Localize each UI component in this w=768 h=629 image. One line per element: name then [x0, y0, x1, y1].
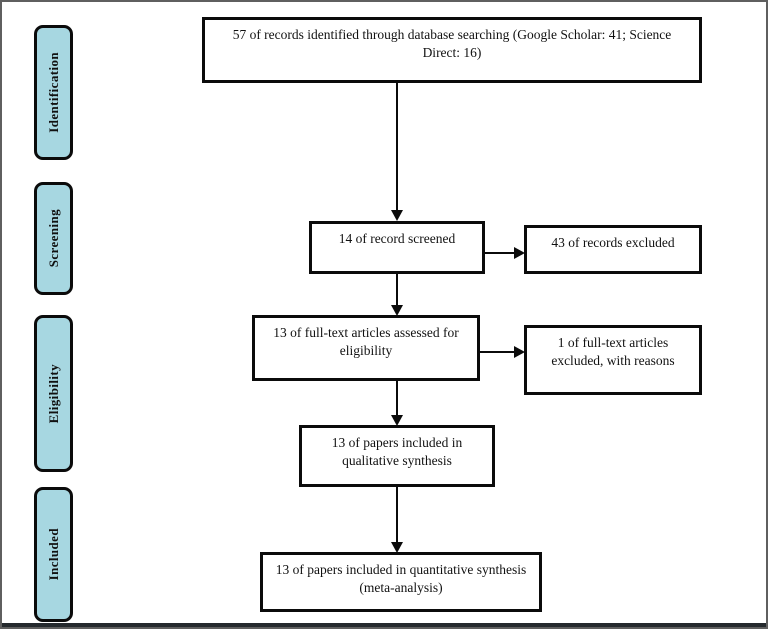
- box-qualitative-synthesis: [299, 425, 495, 487]
- arrow-screened-to-assessed: [396, 274, 398, 308]
- box-fulltext-excluded: [524, 325, 702, 395]
- box-text: 13 of full-text articles assessed for eligibility: [273, 325, 459, 359]
- stage-label-text: Included: [45, 528, 61, 581]
- arrow-screened-to-excluded: [485, 252, 517, 254]
- box-text: 13 of papers included in qualitative synthesis: [331, 435, 463, 469]
- stage-label-identification: [34, 25, 73, 160]
- box-text: 1 of full-text articles excluded, with reasons: [551, 335, 675, 369]
- arrow-assessed-to-qualitative: [396, 381, 398, 418]
- box-text: 57 of records identified through database searching (Google Scholar: 41; Science Direct: 16): [232, 27, 672, 61]
- stage-label-included: [34, 487, 73, 622]
- box-fulltext-assessed: [252, 315, 480, 381]
- arrowhead-down-icon: [391, 415, 403, 426]
- box-text: 14 of record screened: [338, 231, 456, 246]
- stage-label-eligibility: [34, 315, 73, 472]
- arrowhead-right-icon: [514, 247, 525, 259]
- box-text: 13 of papers included in quantitative synthesis (meta-analysis): [275, 562, 527, 596]
- stage-label-screening: [34, 182, 73, 295]
- box-text: 43 of records excluded: [551, 235, 675, 250]
- bottom-bar: [2, 623, 766, 627]
- stage-label-text: Eligibility: [45, 363, 61, 424]
- box-quantitative-synthesis: [260, 552, 542, 612]
- stage-label-text: Identification: [45, 52, 61, 133]
- arrowhead-right-icon: [514, 346, 525, 358]
- arrowhead-down-icon: [391, 210, 403, 221]
- box-records-excluded: [524, 225, 702, 274]
- arrowhead-down-icon: [391, 305, 403, 316]
- arrow-assessed-to-excluded: [480, 351, 517, 353]
- box-records-identified: [202, 17, 702, 83]
- stage-label-text: Screening: [45, 209, 61, 268]
- arrowhead-down-icon: [391, 542, 403, 553]
- box-records-screened: [309, 221, 485, 274]
- arrow-qualitative-to-quantitative: [396, 487, 398, 545]
- arrow-identified-to-screened: [396, 83, 398, 211]
